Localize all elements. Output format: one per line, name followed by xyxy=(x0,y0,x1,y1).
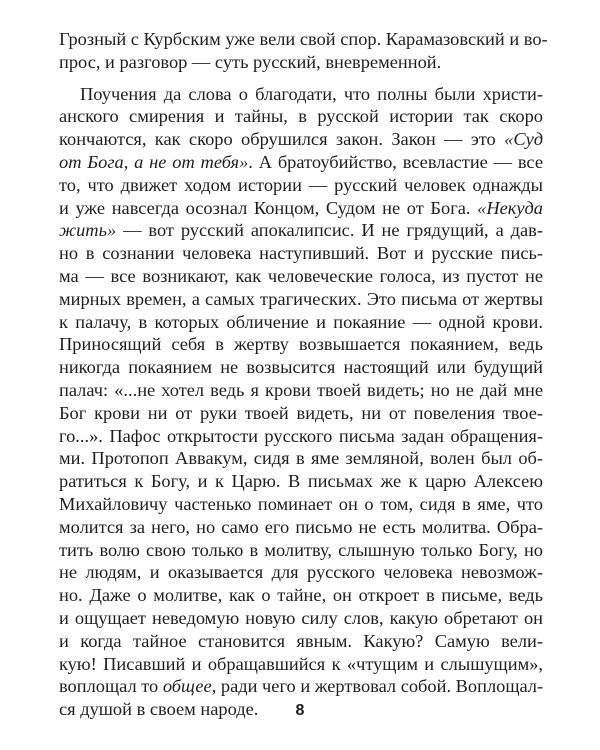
text-line: мирных времен, а самых трагических. Это письма от жертвы xyxy=(59,288,543,309)
text-line: но. Даже о молитве, как о тайне, он откроет в письме, ведь xyxy=(59,585,543,606)
text-line: Михайловичу частенько поминает он о том, сидя в яме, что xyxy=(59,493,543,514)
paragraph-2 xyxy=(59,83,543,721)
text-segment: . А братоубийство, всевластие — все xyxy=(248,151,543,172)
text-line: Поучения да слова о благодати, что полны были христи- xyxy=(80,83,543,104)
text-line: тить волю свою только в молитву, слышную только Богу, но xyxy=(59,539,543,560)
italic-quote: от Бога, а не от тебя» xyxy=(59,151,249,172)
text-line: и когда тайное становится явным. Какую? Самую вели- xyxy=(59,630,543,651)
text-line: но в сознании человека наступивший. Вот и русские пись- xyxy=(59,243,543,264)
text-segment: кончаются, как скоро обрушился закон. Закон — это xyxy=(59,129,505,150)
text-line: прос, и разговор — суть русский, вневременной. xyxy=(59,51,442,72)
page-number: 8 xyxy=(295,702,305,719)
text-line xyxy=(59,128,543,151)
italic-word: общее xyxy=(162,676,212,697)
text-line: ма — все возникают, как человеческие голоса, из пустот не xyxy=(59,265,543,286)
text-line: ми. Протопоп Аввакум, сидя в яме земляной, волен был об- xyxy=(59,448,543,469)
italic-quote: «Суд xyxy=(504,129,543,150)
text-segment: и уже навсегда осознал Концом, Судом не от Бога. xyxy=(59,197,478,218)
text-segment: воплощал то xyxy=(59,676,163,697)
text-line: то, что движет ходом истории — русский человек однажды xyxy=(59,174,543,195)
text-line: молится за него, но само его письмо не есть молитва. Обра- xyxy=(59,516,543,537)
text-line: не людям, и оказывается для русского человека невозмож- xyxy=(59,562,543,583)
text-line: ратиться к Богу, и к Царю. В письмах же к царю Алексею xyxy=(59,471,543,492)
text-segment: , ради чего и жертвовал собой. Воплощал- xyxy=(211,676,544,697)
italic-quote: жить» xyxy=(59,220,117,241)
text-line: Бог крови ни от руки твоей видеть, ни от повеления твое- xyxy=(59,402,543,423)
paragraph-1 xyxy=(59,28,548,74)
text-line xyxy=(59,675,543,698)
body-text xyxy=(59,28,548,721)
paragraph-gap xyxy=(59,74,543,83)
text-line xyxy=(59,219,543,242)
text-line: и ощущает неведомую новую силу слов, какую обретают он xyxy=(59,607,543,628)
text-line xyxy=(59,151,543,174)
text-line: анского смирения и тайны, в русской истории так скоро xyxy=(59,106,543,127)
text-line: ся душой в своем народе. xyxy=(59,699,259,720)
text-segment: — вот русский апокалипсис. И не грядущий, а дав- xyxy=(116,220,543,241)
text-line: Приносящий себя в жертву возвышается покаянием, ведь xyxy=(59,334,543,355)
text-line: кую! Писавший и обращавшийся к «чтущим и слышущим», xyxy=(59,653,543,674)
text-line: к палачу, в которых обличение и покаяние — одной крови. xyxy=(59,311,543,332)
text-line xyxy=(59,197,543,220)
text-line: го...». Пафос открытости русского письма задан обращения- xyxy=(59,425,543,446)
text-line: никогда покаянием не возвысится настоящий или будущий xyxy=(59,357,543,378)
text-line: Грозный с Курбским уже вели свой спор. Карамазовский и во- xyxy=(59,29,548,49)
italic-quote: «Некуда xyxy=(477,197,543,218)
text-line: палач: «...не хотел ведь я крови твоей видеть; но не дай мне xyxy=(59,379,543,400)
